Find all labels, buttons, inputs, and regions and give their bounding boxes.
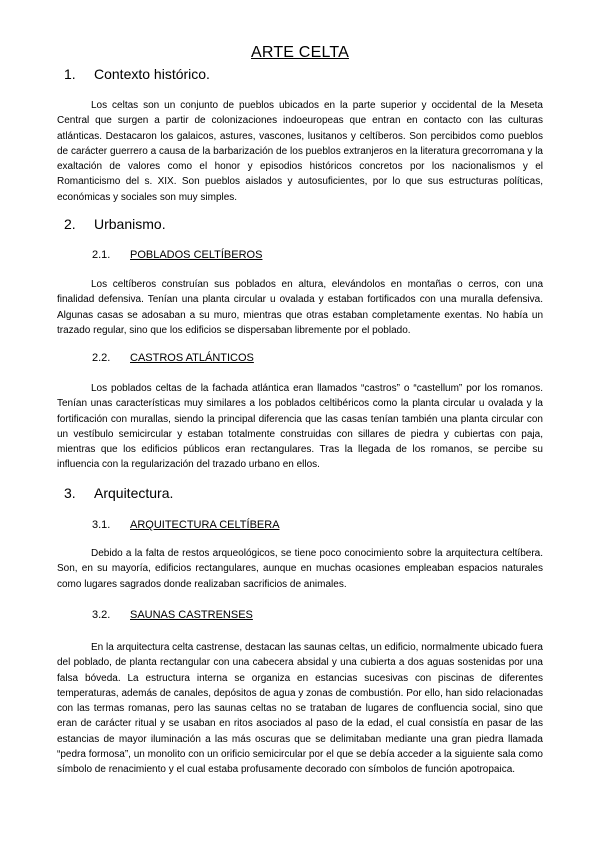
section-number: 1. [64,66,76,82]
document-title: ARTE CELTA [250,44,350,61]
subsection-label: POBLADOS CELTÍBEROS [130,249,263,261]
subsection-heading-arquitectura-celtibera [92,519,280,531]
section-number: 3. [64,485,76,501]
section-label: Urbanismo. [94,216,166,232]
subsection-number: 3.2. [92,609,111,621]
subsection-heading-poblados [92,249,262,261]
subsection-label: CASTROS ATLÁNTICOS [130,352,254,364]
paragraph-arquitectura-celtibera: Debido a la falta de restos arqueológicos, se tiene poco conocimiento sobre la arquitectura celtíbera. Son, en su mayoría, edificios rectangulares, aunque en muchas ocasiones empleaban espacios naturales como lugares sagrados donde realizaban sacrificios de animales. [57,548,543,590]
subsection-number: 3.1. [92,519,111,531]
subsection-heading-castros [92,352,254,364]
subsection-label: ARQUITECTURA CELTÍBERA [130,519,280,531]
section-label: Contexto histórico. [94,66,210,82]
paragraph-castros: Los poblados celtas de la fachada atlántica eran llamados “castros” o “castellum” por los romanos. Tenían unas características muy similares a los poblados celtibéricos como la planta circular u ovalada y la fortificación con murallas, siendo la principal diferencia que las casas tenían también una planta circular con un vestíbulo semicircular y estaban totalmente construidas con sillares de piedra y cubiertas con paja, mientras que los edificios públicos eran rectangulares. Tras la llegada de los romanos, se percibe su influencia con la regularización del trazado urbano en ellos. [57,383,543,471]
section-number: 2. [64,216,76,232]
paragraph-saunas: En la arquitectura celta castrense, destacan las saunas celtas, un edificio, normalmente ubicado fuera del poblado, de planta rectangular con una cabecera absidal y una cubierta a dos aguas sostenidas por una falsa bóveda. La estructura interna se organiza en estancias sucesivas con piscinas de diferentes temperaturas, además de canales, depósitos de agua y zonas de combustión. Por ello, han sido relacionadas con las termas romanas, pero las saunas celtas no se trataban de lugares de confluencia social, sino que eran de carácter ritual y se usaban en ritos asociados al paso de la edad, el cual consistía en pasar de las estancias de mayor iluminación a las más oscuras que se delimitaban mediante una gran piedra llamada “pedra formosa”, un monolito con un orificio semicircular por el que se debía acceder a la siguiente sala como símbolo de renacimiento y el cual estaba profusamente decorado con símbolos de función apotropaica. [57,642,543,776]
section-heading-arquitectura [64,485,173,501]
subsection-number: 2.2. [92,352,111,364]
subsection-label: SAUNAS CASTRENSES [130,609,253,621]
section-heading-urbanismo [64,216,166,232]
paragraph-poblados: Los celtíberos construían sus poblados en altura, elevándolos en montañas o cerros, con una finalidad defensiva. Tenían una planta circular u ovalada y estaban fortificados con una muralla defensiva. Algunas casas se adosaban a su muro, mientras que otras estaban completamente exentas. No había un trazado regular, sino que los edificios se dispersaban libremente por el poblado. [57,279,543,336]
paragraph-contexto: Los celtas son un conjunto de pueblos ubicados en la parte superior y occidental de la Meseta Central que surgen a partir de colonizaciones indoeuropeas que entran en contacto con las culturas atlánticas. Destacaron los galaicos, astures, vascones, lusitanos y celtíberos. Son percibidos como pueblos de carácter guerrero a causa de la barbarización de los pueblos extranjeros en la literatura grecorromana y la exaltación de valores como el honor y episodios históricos concretos por los nacionalismos y el Romanticismo del s. XIX. Son pueblos aislados y autosuficientes, por lo que sus estructuras políticas, económicas y sociales son muy simples. [57,100,543,203]
subsection-number: 2.1. [92,249,111,261]
subsection-heading-saunas [92,609,253,621]
section-label: Arquitectura. [94,485,174,501]
section-heading-contexto [64,66,210,82]
